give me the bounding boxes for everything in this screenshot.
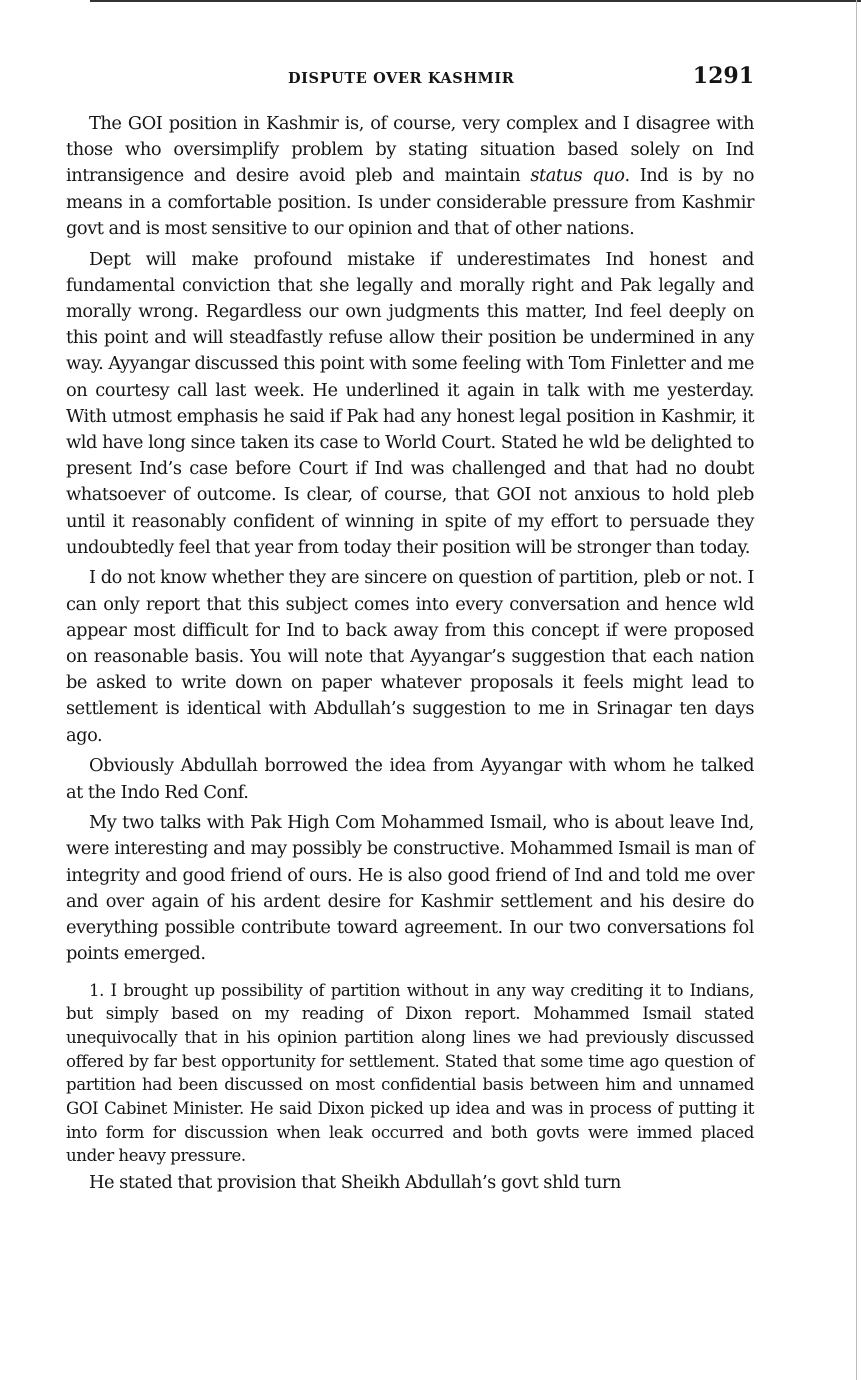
paragraph-goi-position: The GOI position in Kashmir is, of course, very complex and I disagree with those who oversimplify problem by stating situation based solely on Ind intransigence and desire avoid pleb and maintain status quo. Ind is by no means in a comfortable position. Is under considerable pressure from Kashmir govt and is most sensitive to our opinion and that of other nations. [66,113,754,239]
paragraph-point-1: 1. I brought up possibility of partition without in any way crediting it to Indians, but simply based on my reading of Dixon report. Mohammed Ismail stated unequivocally that in his opinion partition along lines we had previously discussed offered by far best opportunity for settlement. Stated that some time ago question of partition had been discussed on most confidential basis between him and unnamed GOI Cabinet Minister. He said Dixon picked up idea and was in process of putting it into form for discussion when leak occurred and both govts were immed placed under heavy pressure. [66,980,754,1166]
page-header [66,62,754,98]
paragraph-abdullah-idea: Obviously Abdullah borrowed the idea from Ayyangar with whom he talked at the Indo Red Conf. [66,755,754,803]
paragraph-partition-sincerity: I do not know whether they are sincere on question of partition, pleb or not. I can only report that this subject comes into every conversation and hence wld appear most difficult for Ind to back away from this concept if were proposed on reasonable basis. You will note that Ayyangar’s suggestion that each nation be asked to write down on paper whatever proposals it feels might lead to settlement is identical with Abdullah’s suggestion to me in Srinagar ten days ago. [66,567,754,746]
page-right-edge [856,0,857,1380]
paragraph-pak-high-com: My two talks with Pak High Com Mohammed Ismail, who is about leave Ind, were interesting and may possibly be constructive. Mohammed Ismail is man of integrity and good friend of ours. He is also good friend of Ind and told me over and over again of his ardent desire for Kashmir settlement and his desire do everything possible contribute toward agreement. In our two conversations fol points emerged. [66,812,754,965]
page-top-edge [90,0,861,2]
body-text [66,111,754,1201]
italic-phrase: status quo [530,165,625,187]
paragraph-provision: He stated that provision that Sheikh Abdullah’s govt shld turn [89,1172,621,1194]
paragraph-dept-mistake: Dept will make profound mistake if underestimates Ind honest and fundamental conviction that she legally and morally right and Pak legally and morally wrong. Regardless our own judgments this matter, Ind feel deeply on this point and will steadfastly refuse allow their position be undermined in any way. Ayyangar discussed this point with some feeling with Tom Finletter and me on courtesy call last week. He underlined it again in talk with me yesterday. With utmost emphasis he said if Pak had any honest legal position in Kashmir, it wld have long since taken its case to World Court. Stated he wld be delighted to present Ind’s case before Court if Ind was challenged and that had no doubt whatsoever of outcome. Is clear, of course, that GOI not anxious to hold pleb until it reasonably confident of winning in spite of my effort to persuade they undoubtedly feel that year from today their position will be stronger than today. [66,248,754,558]
running-head: DISPUTE OVER KASHMIR [288,70,515,87]
page-number: 1291 [692,63,754,89]
